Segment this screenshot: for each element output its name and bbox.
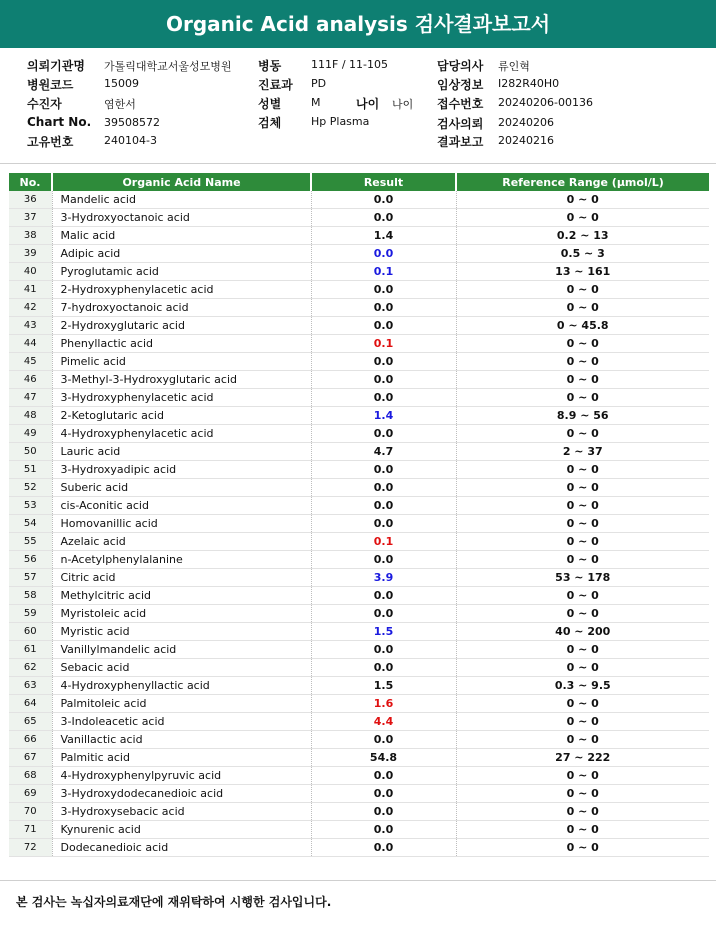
- table-row: [9, 533, 709, 551]
- cell-reference-range: 8.9 ~ 56: [456, 407, 709, 425]
- cell-no: 38: [9, 227, 52, 245]
- cell-reference-range: 0 ~ 0: [456, 335, 709, 353]
- table-row: [9, 749, 709, 767]
- cell-no: 67: [9, 749, 52, 767]
- table-row: [9, 461, 709, 479]
- cell-reference-range: 0 ~ 0: [456, 389, 709, 407]
- cell-result: 0.0: [311, 785, 456, 803]
- cell-reference-range: 0 ~ 0: [456, 515, 709, 533]
- patient-info-section: [0, 50, 716, 160]
- cell-result: 0.0: [311, 209, 456, 227]
- cell-reference-range: 0 ~ 0: [456, 497, 709, 515]
- table-row: [9, 407, 709, 425]
- cell-reference-range: 0 ~ 0: [456, 587, 709, 605]
- cell-reference-range: 0 ~ 0: [456, 605, 709, 623]
- info-label-ward: 병동: [258, 59, 282, 73]
- cell-result: 0.0: [311, 389, 456, 407]
- table-row: [9, 677, 709, 695]
- cell-acid-name: 3-Hydroxyoctanoic acid: [52, 209, 311, 227]
- cell-acid-name: n-Acetylphenylalanine: [52, 551, 311, 569]
- cell-reference-range: 0 ~ 0: [456, 299, 709, 317]
- table-row: [9, 353, 709, 371]
- cell-result: 0.0: [311, 191, 456, 209]
- cell-reference-range: 0 ~ 0: [456, 461, 709, 479]
- cell-result: 1.4: [311, 227, 456, 245]
- cell-no: 69: [9, 785, 52, 803]
- cell-reference-range: 0 ~ 0: [456, 767, 709, 785]
- cell-no: 39: [9, 245, 52, 263]
- cell-no: 58: [9, 587, 52, 605]
- cell-acid-name: Methylcitric acid: [52, 587, 311, 605]
- cell-reference-range: 0 ~ 0: [456, 713, 709, 731]
- cell-no: 63: [9, 677, 52, 695]
- info-value-ward: 111F / 11-105: [311, 58, 388, 71]
- cell-acid-name: Mandelic acid: [52, 191, 311, 209]
- cell-result: 1.4: [311, 407, 456, 425]
- cell-result: 0.0: [311, 497, 456, 515]
- cell-result: 0.0: [311, 353, 456, 371]
- cell-no: 45: [9, 353, 52, 371]
- cell-acid-name: Citric acid: [52, 569, 311, 587]
- table-row: [9, 551, 709, 569]
- cell-no: 62: [9, 659, 52, 677]
- info-label-doctor: 담당의사: [437, 59, 484, 73]
- cell-no: 53: [9, 497, 52, 515]
- table-row: [9, 659, 709, 677]
- cell-reference-range: 13 ~ 161: [456, 263, 709, 281]
- table-body: [9, 191, 709, 857]
- cell-no: 40: [9, 263, 52, 281]
- cell-acid-name: 4-Hydroxyphenylpyruvic acid: [52, 767, 311, 785]
- cell-no: 51: [9, 461, 52, 479]
- info-value-age: 나이: [392, 98, 414, 111]
- info-label-chart-no: Chart No.: [27, 115, 92, 129]
- cell-acid-name: Sebacic acid: [52, 659, 311, 677]
- info-value-specimen: Hp Plasma: [311, 115, 370, 128]
- table-row: [9, 263, 709, 281]
- cell-result: 0.1: [311, 533, 456, 551]
- info-value-department: PD: [311, 77, 327, 90]
- cell-reference-range: 0 ~ 0: [456, 659, 709, 677]
- info-value-receipt-no: 20240206-00136: [498, 96, 593, 109]
- cell-reference-range: 0 ~ 0: [456, 371, 709, 389]
- table-row: [9, 515, 709, 533]
- cell-no: 70: [9, 803, 52, 821]
- cell-result: 1.5: [311, 677, 456, 695]
- cell-result: 3.9: [311, 569, 456, 587]
- cell-result: 0.0: [311, 371, 456, 389]
- cell-result: 0.0: [311, 821, 456, 839]
- report-title: Organic Acid analysis 검사결과보고서: [0, 0, 716, 48]
- table-row: [9, 443, 709, 461]
- cell-result: 4.7: [311, 443, 456, 461]
- cell-acid-name: 3-Hydroxydodecanedioic acid: [52, 785, 311, 803]
- table-row: [9, 623, 709, 641]
- info-value-sex: M: [311, 96, 321, 109]
- cell-reference-range: 0 ~ 0: [456, 533, 709, 551]
- col-header-result: Result: [311, 173, 456, 191]
- table-row: [9, 767, 709, 785]
- cell-acid-name: 7-hydroxyoctanoic acid: [52, 299, 311, 317]
- table-row: [9, 803, 709, 821]
- cell-result: 0.0: [311, 587, 456, 605]
- table-row: [9, 479, 709, 497]
- cell-result: 0.1: [311, 335, 456, 353]
- section-divider: [0, 163, 716, 164]
- table-row: [9, 785, 709, 803]
- table-row: [9, 731, 709, 749]
- table-row: [9, 245, 709, 263]
- cell-result: 0.0: [311, 299, 456, 317]
- cell-no: 52: [9, 479, 52, 497]
- info-value-patient: 염한서: [104, 98, 136, 111]
- cell-no: 72: [9, 839, 52, 857]
- info-label-patient: 수진자: [27, 97, 62, 111]
- table-header-row: [9, 173, 709, 191]
- info-value-clinical-info: I282R40H0: [498, 77, 560, 90]
- info-label-hospital-code: 병원코드: [27, 78, 74, 92]
- cell-result: 0.0: [311, 659, 456, 677]
- cell-acid-name: Myristoleic acid: [52, 605, 311, 623]
- table-row: [9, 281, 709, 299]
- cell-no: 41: [9, 281, 52, 299]
- cell-acid-name: Pimelic acid: [52, 353, 311, 371]
- cell-no: 64: [9, 695, 52, 713]
- cell-acid-name: Palmitic acid: [52, 749, 311, 767]
- cell-reference-range: 0 ~ 0: [456, 821, 709, 839]
- info-label-report-date: 결과보고: [437, 135, 484, 149]
- cell-reference-range: 0.2 ~ 13: [456, 227, 709, 245]
- table-row: [9, 641, 709, 659]
- table-row: [9, 605, 709, 623]
- cell-reference-range: 2 ~ 37: [456, 443, 709, 461]
- cell-result: 1.5: [311, 623, 456, 641]
- cell-reference-range: 0 ~ 0: [456, 641, 709, 659]
- cell-acid-name: 4-Hydroxyphenylacetic acid: [52, 425, 311, 443]
- footer-divider: [0, 880, 716, 881]
- cell-acid-name: 3-Methyl-3-Hydroxyglutaric acid: [52, 371, 311, 389]
- table-row: [9, 497, 709, 515]
- cell-acid-name: Phenyllactic acid: [52, 335, 311, 353]
- table-row: [9, 371, 709, 389]
- cell-result: 0.1: [311, 263, 456, 281]
- cell-acid-name: 2-Hydroxyphenylacetic acid: [52, 281, 311, 299]
- cell-no: 65: [9, 713, 52, 731]
- cell-no: 57: [9, 569, 52, 587]
- cell-reference-range: 0 ~ 0: [456, 803, 709, 821]
- cell-result: 0.0: [311, 767, 456, 785]
- cell-acid-name: 4-Hydroxyphenyllactic acid: [52, 677, 311, 695]
- table-row: [9, 425, 709, 443]
- table-row: [9, 569, 709, 587]
- cell-acid-name: 2-Hydroxyglutaric acid: [52, 317, 311, 335]
- cell-result: 0.0: [311, 839, 456, 857]
- cell-no: 47: [9, 389, 52, 407]
- info-value-institution: 가톨릭대학교서울성모병원: [104, 60, 232, 73]
- table-row: [9, 695, 709, 713]
- info-value-report-date: 20240216: [498, 134, 554, 147]
- cell-reference-range: 27 ~ 222: [456, 749, 709, 767]
- cell-no: 61: [9, 641, 52, 659]
- cell-no: 42: [9, 299, 52, 317]
- cell-no: 59: [9, 605, 52, 623]
- cell-reference-range: 0 ~ 0: [456, 695, 709, 713]
- cell-no: 44: [9, 335, 52, 353]
- cell-acid-name: Azelaic acid: [52, 533, 311, 551]
- info-value-doctor: 류인혁: [498, 60, 530, 73]
- info-label-age: 나이: [356, 97, 380, 111]
- cell-reference-range: 0 ~ 0: [456, 785, 709, 803]
- info-label-request-date: 검사의뢰: [437, 117, 484, 131]
- cell-acid-name: cis-Aconitic acid: [52, 497, 311, 515]
- cell-no: 49: [9, 425, 52, 443]
- col-header-reference: Reference Range (μmol/L): [456, 173, 709, 191]
- table-row: [9, 191, 709, 209]
- info-label-department: 진료과: [258, 78, 293, 92]
- table-row: [9, 227, 709, 245]
- cell-reference-range: 0 ~ 0: [456, 731, 709, 749]
- cell-acid-name: Malic acid: [52, 227, 311, 245]
- cell-result: 1.6: [311, 695, 456, 713]
- cell-reference-range: 53 ~ 178: [456, 569, 709, 587]
- cell-no: 68: [9, 767, 52, 785]
- cell-no: 60: [9, 623, 52, 641]
- info-label-institution: 의뢰기관명: [27, 59, 85, 73]
- info-label-clinical-info: 임상정보: [437, 78, 484, 92]
- cell-result: 0.0: [311, 731, 456, 749]
- cell-result: 0.0: [311, 641, 456, 659]
- cell-result: 0.0: [311, 281, 456, 299]
- cell-result: 4.4: [311, 713, 456, 731]
- cell-no: 43: [9, 317, 52, 335]
- table-row: [9, 839, 709, 857]
- results-table: [9, 173, 709, 857]
- footer-note: 본 검사는 녹십자의료재단에 재위탁하여 시행한 검사입니다.: [16, 895, 332, 909]
- cell-no: 50: [9, 443, 52, 461]
- cell-acid-name: 3-Hydroxyphenylacetic acid: [52, 389, 311, 407]
- cell-acid-name: Suberic acid: [52, 479, 311, 497]
- cell-no: 48: [9, 407, 52, 425]
- cell-result: 0.0: [311, 425, 456, 443]
- cell-result: 0.0: [311, 479, 456, 497]
- cell-no: 71: [9, 821, 52, 839]
- info-value-unique-no: 240104-3: [104, 134, 157, 147]
- cell-reference-range: 0 ~ 0: [456, 209, 709, 227]
- table-row: [9, 821, 709, 839]
- cell-result: 0.0: [311, 803, 456, 821]
- info-label-unique-no: 고유번호: [27, 135, 74, 149]
- table-row: [9, 317, 709, 335]
- cell-reference-range: 0 ~ 0: [456, 191, 709, 209]
- info-label-specimen: 검체: [258, 116, 282, 130]
- cell-reference-range: 0.3 ~ 9.5: [456, 677, 709, 695]
- cell-reference-range: 0 ~ 0: [456, 425, 709, 443]
- cell-no: 66: [9, 731, 52, 749]
- table-row: [9, 299, 709, 317]
- cell-acid-name: Palmitoleic acid: [52, 695, 311, 713]
- cell-reference-range: 0 ~ 0: [456, 551, 709, 569]
- cell-acid-name: Adipic acid: [52, 245, 311, 263]
- info-label-sex: 성별: [258, 97, 282, 111]
- table-row: [9, 335, 709, 353]
- cell-acid-name: Homovanillic acid: [52, 515, 311, 533]
- cell-reference-range: 0 ~ 0: [456, 281, 709, 299]
- cell-acid-name: 3-Hydroxysebacic acid: [52, 803, 311, 821]
- info-value-chart-no: 39508572: [104, 116, 160, 129]
- info-value-hospital-code: 15009: [104, 77, 139, 90]
- cell-acid-name: Vanillylmandelic acid: [52, 641, 311, 659]
- info-label-receipt-no: 접수번호: [437, 97, 484, 111]
- cell-acid-name: 3-Indoleacetic acid: [52, 713, 311, 731]
- cell-acid-name: Lauric acid: [52, 443, 311, 461]
- cell-result: 0.0: [311, 515, 456, 533]
- table-row: [9, 713, 709, 731]
- cell-acid-name: 3-Hydroxyadipic acid: [52, 461, 311, 479]
- col-header-no: No.: [9, 173, 52, 191]
- cell-result: 0.0: [311, 245, 456, 263]
- cell-no: 55: [9, 533, 52, 551]
- cell-no: 54: [9, 515, 52, 533]
- cell-acid-name: 2-Ketoglutaric acid: [52, 407, 311, 425]
- cell-result: 0.0: [311, 605, 456, 623]
- table-row: [9, 389, 709, 407]
- cell-result: 0.0: [311, 551, 456, 569]
- cell-no: 46: [9, 371, 52, 389]
- table-row: [9, 209, 709, 227]
- cell-reference-range: 0 ~ 0: [456, 353, 709, 371]
- cell-reference-range: 0 ~ 45.8: [456, 317, 709, 335]
- cell-result: 0.0: [311, 317, 456, 335]
- cell-result: 54.8: [311, 749, 456, 767]
- cell-acid-name: Kynurenic acid: [52, 821, 311, 839]
- cell-no: 36: [9, 191, 52, 209]
- cell-no: 37: [9, 209, 52, 227]
- cell-reference-range: 0 ~ 0: [456, 839, 709, 857]
- cell-acid-name: Vanillactic acid: [52, 731, 311, 749]
- cell-result: 0.0: [311, 461, 456, 479]
- cell-reference-range: 40 ~ 200: [456, 623, 709, 641]
- table-row: [9, 587, 709, 605]
- cell-reference-range: 0.5 ~ 3: [456, 245, 709, 263]
- col-header-name: Organic Acid Name: [52, 173, 311, 191]
- info-value-request-date: 20240206: [498, 116, 554, 129]
- cell-reference-range: 0 ~ 0: [456, 479, 709, 497]
- cell-acid-name: Pyroglutamic acid: [52, 263, 311, 281]
- cell-no: 56: [9, 551, 52, 569]
- cell-acid-name: Dodecanedioic acid: [52, 839, 311, 857]
- cell-acid-name: Myristic acid: [52, 623, 311, 641]
